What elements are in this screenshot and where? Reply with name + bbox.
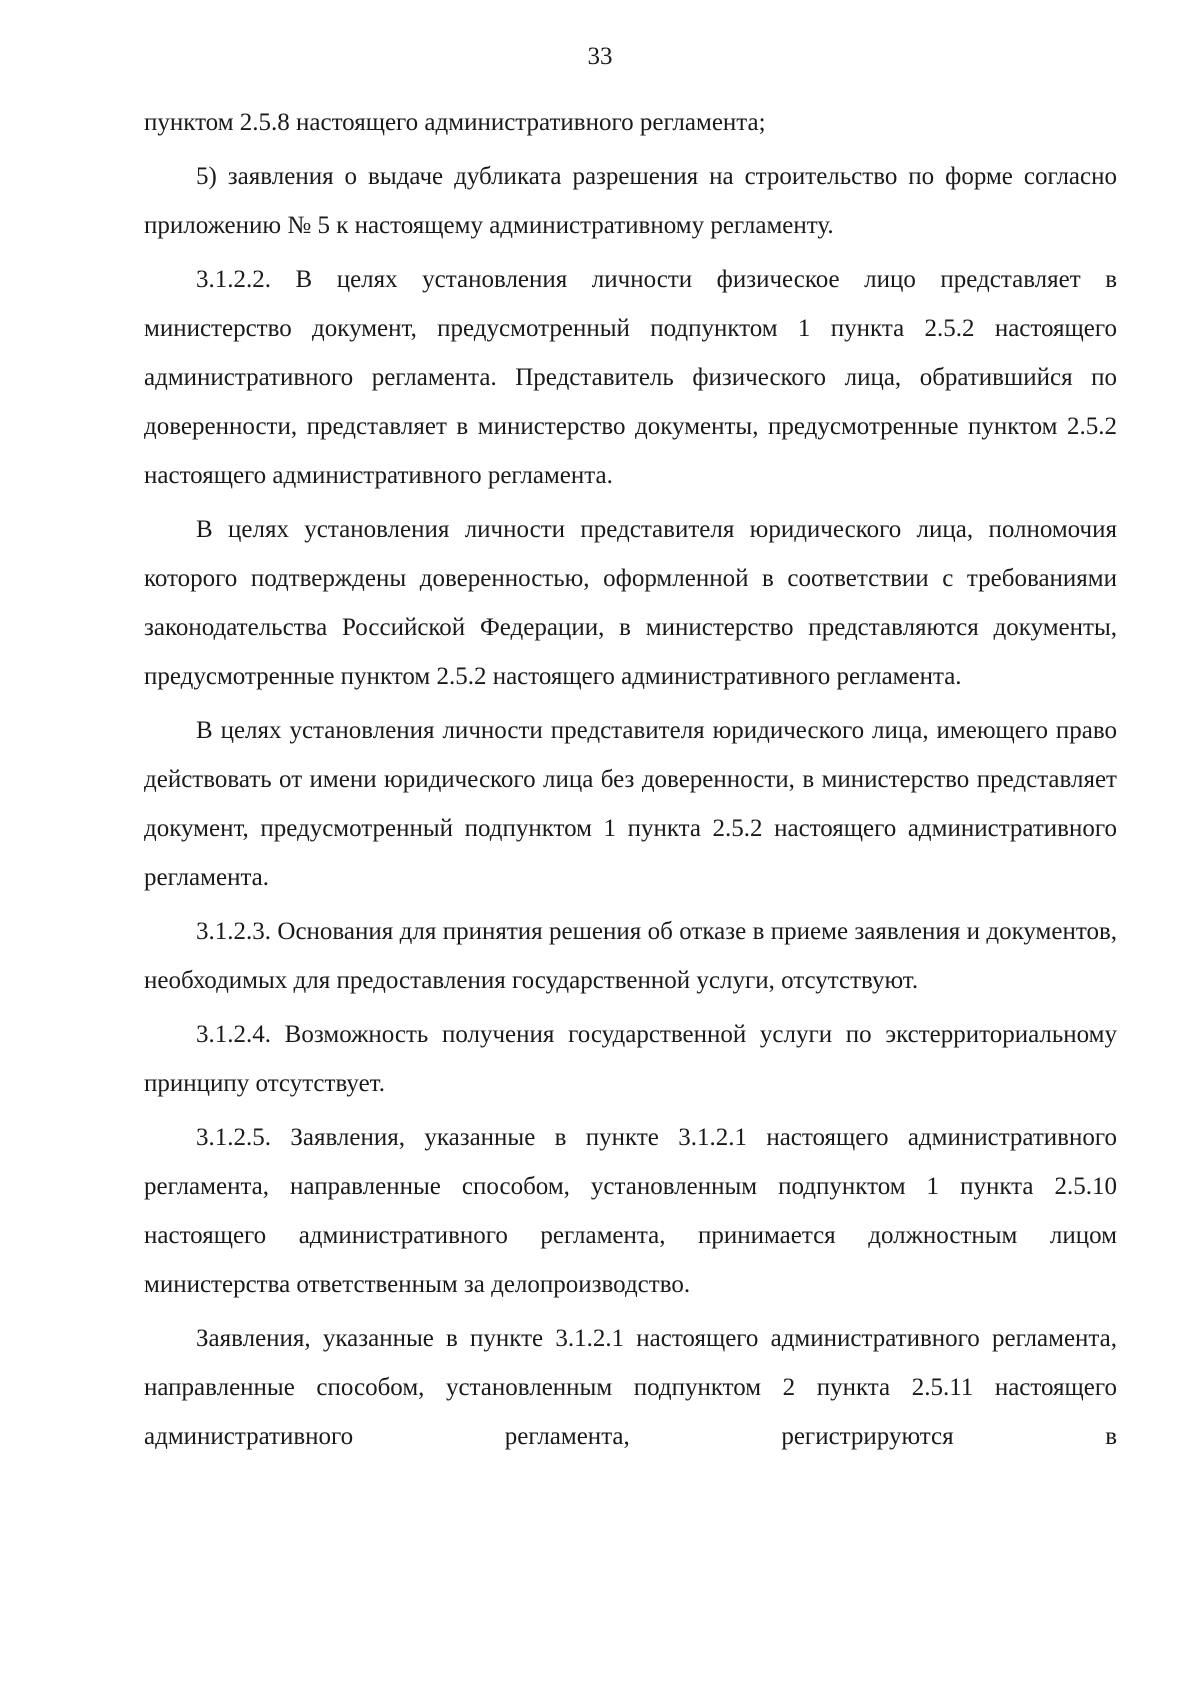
paragraph: 5) заявления о выдаче дубликата разрешения на строительство по форме согласно приложению № 5 к настоящему административному регламенту. bbox=[144, 163, 1117, 239]
paragraph: 3.1.2.4. Возможность получения государственной услуги по экстерриториальному принципу отсутствует. bbox=[144, 1021, 1117, 1097]
document-body bbox=[144, 98, 1117, 1466]
paragraph: пунктом 2.5.8 настоящего административного регламента; bbox=[144, 109, 766, 136]
paragraph: 3.1.2.3. Основания для принятия решения об отказе в приеме заявления и документов, необходимых для предоставления государственной услуги, отсутствуют. bbox=[144, 918, 1117, 994]
paragraph: В целях установления личности представителя юридического лица, полномочия которого подтверждены доверенностью, оформленной в соответствии с требованиями законодательства Российской Федерации, в министерство представляются документы, предусмотренные пунктом 2.5.2 настоящего административного регламента. bbox=[144, 516, 1117, 690]
paragraph: В целях установления личности представителя юридического лица, имеющего право действовать от имени юридического лица без доверенности, в министерство представляет документ, предусмотренный подпунктом 1 пункта 2.5.2 настоящего административного регламента. bbox=[144, 717, 1117, 891]
paragraph: 3.1.2.2. В целях установления личности физическое лицо представляет в министерство документ, предусмотренный подпунктом 1 пункта 2.5.2 настоящего административного регламента. Представитель физического лица, обратившийся по доверенности, представляет в министерство документы, предусмотренные пунктом 2.5.2 настоящего административного регламента. bbox=[144, 266, 1117, 489]
paragraph: 3.1.2.5. Заявления, указанные в пункте 3.1.2.1 настоящего административного регламента, направленные способом, установленным подпунктом 1 пункта 2.5.10 настоящего административного регламента, принимается должностным лицом министерства ответственным за делопроизводство. bbox=[144, 1124, 1117, 1298]
paragraph-continued: Заявления, указанные в пункте 3.1.2.1 настоящего административного регламента, направленные способом, установленным подпунктом 2 пункта 2.5.11 настоящего административного регламента, регистрируются в bbox=[144, 1325, 1117, 1450]
page-number: 33 bbox=[587, 43, 613, 70]
